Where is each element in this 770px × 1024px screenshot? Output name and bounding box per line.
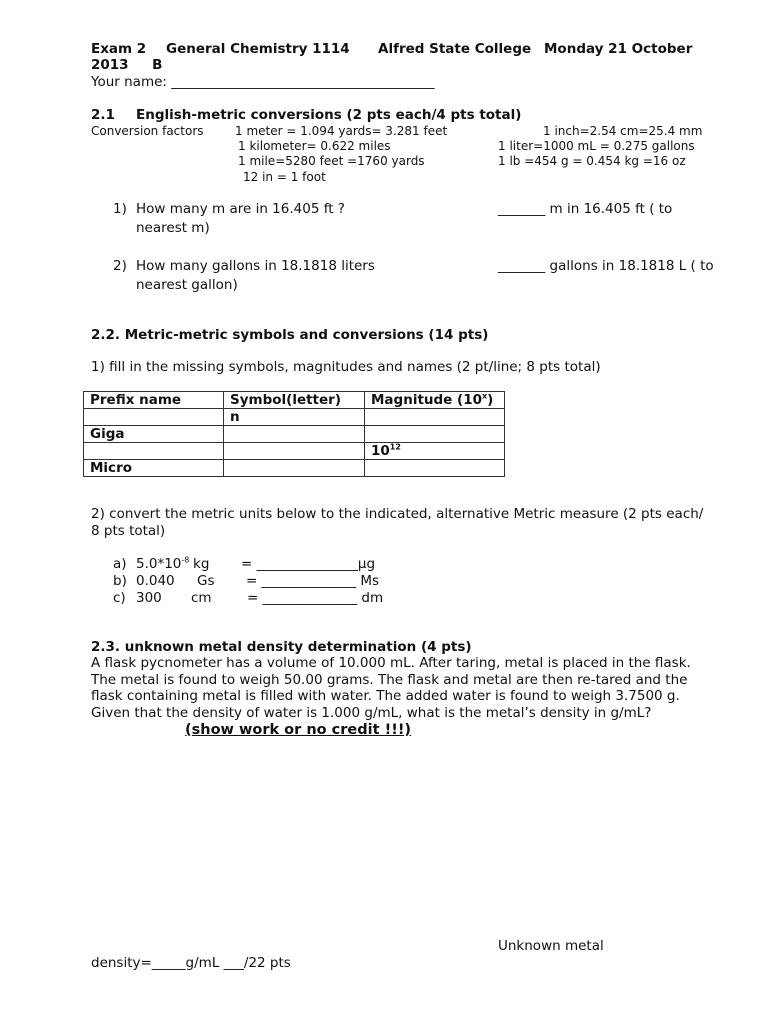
- table-cell: [84, 443, 224, 460]
- question-2-text: How many gallons in 18.1818 liters: [136, 258, 375, 274]
- item-b-answer: = ______________ Ms: [246, 573, 380, 589]
- item-a-unit: kg: [193, 556, 210, 572]
- table-header-row: [84, 392, 505, 409]
- section-2-part-2: 2) convert the metric units below to the indicated, alternative Metric measure (2 pts each/: [91, 506, 704, 522]
- item-a-answer: = _______________μg: [241, 556, 376, 572]
- table-cell: [365, 460, 505, 477]
- question-1-answer: _______ m in 16.405 ft ( to: [498, 201, 673, 217]
- magnitude-sup: 12: [389, 442, 401, 452]
- item-a-exponent: -8: [181, 555, 190, 565]
- table-cell: [224, 426, 365, 443]
- section-2-title: 2.2. Metric-metric symbols and conversions (14 pts): [91, 327, 489, 343]
- prefix-table: [83, 391, 505, 477]
- factor-left-2: 1 kilometer= 0.622 miles: [238, 139, 391, 153]
- item-b-label: b): [113, 573, 127, 589]
- item-b-value: 0.040: [136, 573, 175, 589]
- table-cell: [224, 443, 365, 460]
- density-answer-line: density=_____g/mL ___/22 pts: [91, 955, 291, 971]
- question-2-number: 2): [113, 258, 127, 274]
- table-header-magnitude: [365, 392, 505, 409]
- table-cell: [224, 460, 365, 477]
- table-row: [84, 426, 505, 443]
- section-2-part-1: 1) fill in the missing symbols, magnitudes and names (2 pt/line; 8 pts total): [91, 359, 601, 375]
- table-cell: n: [224, 409, 365, 426]
- table-cell: [84, 409, 224, 426]
- exam-year-version: 2013 B: [91, 57, 163, 73]
- factor-left-4: 12 in = 1 foot: [243, 170, 326, 184]
- unknown-metal-label: Unknown metal: [498, 938, 604, 954]
- table-cell: Giga: [84, 426, 224, 443]
- problem-line-4: Given that the density of water is 1.000 g/mL, what is the metal’s density in g/mL?: [91, 705, 652, 721]
- name-field: Your name: _______________________________________: [91, 74, 435, 90]
- question-2-text-2: nearest gallon): [136, 277, 238, 293]
- section-3-title: 2.3. unknown metal density determination (4 pts): [91, 639, 472, 655]
- conversion-factors-label: Conversion factors: [91, 124, 204, 138]
- question-2-answer: _______ gallons in 18.1818 L ( to: [498, 258, 714, 274]
- table-row: [84, 443, 505, 460]
- item-c-answer: = ______________ dm: [247, 590, 384, 606]
- problem-line-1: A flask pycnometer has a volume of 10.000 mL. After taring, metal is placed in the flask.: [91, 655, 691, 671]
- section-1-number: 2.1: [91, 107, 115, 123]
- item-c-value: 300: [136, 590, 162, 606]
- item-b-unit: Gs: [197, 573, 215, 589]
- question-1-number: 1): [113, 201, 127, 217]
- table-row: [84, 409, 505, 426]
- factor-right-1: 1 inch=2.54 cm=25.4 mm: [543, 124, 703, 138]
- question-1-text-2: nearest m): [136, 220, 210, 236]
- factor-right-2: 1 liter=1000 mL = 0.275 gallons: [498, 139, 695, 153]
- exam-label: Exam 2: [91, 41, 147, 57]
- show-work-note: (show work or no credit !!!): [185, 722, 412, 738]
- exam-date: Monday 21 October: [544, 41, 693, 57]
- item-a-value: [136, 556, 189, 572]
- factor-left-1: 1 meter = 1.094 yards= 3.281 feet: [235, 124, 448, 138]
- college-name: Alfred State College: [378, 41, 532, 57]
- table-cell: [365, 409, 505, 426]
- table-header-prefix: Prefix name: [84, 392, 224, 409]
- question-1-text: How many m are in 16.405 ft ?: [136, 201, 345, 217]
- table-row: [84, 460, 505, 477]
- section-1-title: English-metric conversions (2 pts each/4 pts total): [136, 107, 522, 123]
- table-cell: [365, 443, 505, 460]
- item-a-label: a): [113, 556, 127, 572]
- item-a-number: 5.0*10: [136, 556, 182, 572]
- problem-line-2: The metal is found to weigh 50.00 grams. The flask and metal are then re-tared and the: [91, 672, 688, 688]
- section-2-part-2-cont: 8 pts total): [91, 523, 166, 539]
- item-c-label: c): [113, 590, 126, 606]
- item-c-unit: cm: [191, 590, 212, 606]
- magnitude-header-text: Magnitude (10: [371, 392, 482, 408]
- magnitude-value: 10: [371, 443, 390, 459]
- factor-right-3: 1 lb =454 g = 0.454 kg =16 oz: [498, 154, 686, 168]
- table-cell: [365, 426, 505, 443]
- table-cell: Micro: [84, 460, 224, 477]
- magnitude-header-close: ): [487, 392, 494, 408]
- factor-left-3: 1 mile=5280 feet =1760 yards: [238, 154, 425, 168]
- table-header-symbol: Symbol(letter): [224, 392, 365, 409]
- course-title: General Chemistry 1114: [166, 41, 350, 57]
- magnitude-header-sup: x: [482, 391, 488, 401]
- problem-line-3: flask containing metal is filled with water. The added water is found to weigh 3.7500 g.: [91, 688, 680, 704]
